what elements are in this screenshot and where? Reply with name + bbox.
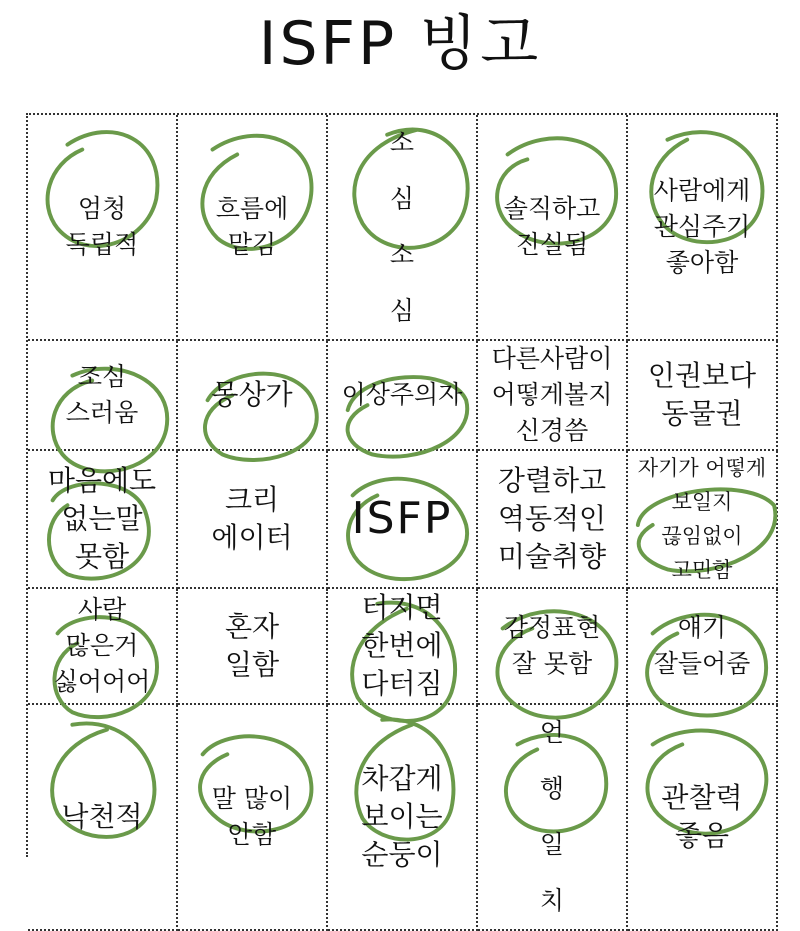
- cell-text: 혼자 일함: [224, 610, 280, 681]
- cell-text: 사람에게 관심주기 좋아함: [653, 176, 751, 277]
- cell-text: 얘기 잘들어줌: [653, 613, 751, 678]
- bingo-cell-13[interactable]: [328, 451, 478, 589]
- bingo-grid: [26, 113, 778, 915]
- bingo-cell-14[interactable]: [478, 451, 628, 589]
- page-title: ISFP 빙고: [258, 9, 542, 79]
- cell-text: ISFP: [351, 493, 453, 544]
- bingo-cell-22[interactable]: [178, 705, 328, 931]
- cell-text: 소심 소심: [389, 128, 455, 325]
- cell-text: 몽상가: [211, 378, 293, 411]
- cell-text: 사람 많은거 싫어어어: [53, 595, 151, 696]
- bingo-cell-9[interactable]: [478, 341, 628, 451]
- bingo-cell-12[interactable]: [178, 451, 328, 589]
- cell-text: 이상주의자: [341, 380, 463, 409]
- cell-text: 차갑게 보이는 순둥이: [361, 762, 443, 871]
- bingo-cell-20[interactable]: [628, 589, 778, 705]
- cell-text: 조심 스러움: [65, 362, 139, 427]
- bingo-cell-25[interactable]: [628, 705, 778, 931]
- bingo-cell-17[interactable]: [178, 589, 328, 705]
- bingo-cell-21[interactable]: [28, 705, 178, 931]
- cell-text: 크리 에이터: [211, 483, 293, 554]
- bingo-cell-6[interactable]: [28, 341, 178, 451]
- cell-text: 말 많이 안함: [211, 784, 293, 849]
- bingo-cell-4[interactable]: [478, 115, 628, 341]
- cell-text: 마음에도 없는말 못함: [47, 464, 157, 573]
- cell-text: 낙천적: [61, 800, 143, 833]
- bingo-cell-18[interactable]: [328, 589, 478, 705]
- cell-text: 언행 일치: [539, 718, 605, 915]
- bingo-cell-2[interactable]: [178, 115, 328, 341]
- cell-text: 자기가 어떻게 보일지 끊임없이 고민함: [637, 456, 767, 582]
- cell-text: 흐름에 맡김: [215, 194, 289, 259]
- bingo-cell-19[interactable]: [478, 589, 628, 705]
- bingo-cell-7[interactable]: [178, 341, 328, 451]
- bingo-cell-23[interactable]: [328, 705, 478, 931]
- cell-text: 관찰력 좋음: [661, 781, 743, 852]
- bingo-cell-10[interactable]: [628, 341, 778, 451]
- cell-text: 터지면 한번에 다터짐: [361, 591, 443, 700]
- bingo-cell-1[interactable]: [28, 115, 178, 341]
- bingo-cell-8[interactable]: [328, 341, 478, 451]
- cell-text: 솔직하고 진실됨: [503, 194, 601, 259]
- bingo-cell-3[interactable]: [328, 115, 478, 341]
- cell-text: 감정표현 잘 못함: [503, 613, 601, 678]
- bingo-cell-11[interactable]: [28, 451, 178, 589]
- bingo-cell-15[interactable]: [628, 451, 778, 589]
- cell-text: 다른사람이 어떻게볼지 신경씀: [491, 344, 613, 445]
- bingo-cell-24[interactable]: [478, 705, 628, 931]
- cell-text: 강렬하고 역동적인 미술취향: [497, 464, 607, 573]
- cell-text: 인권보다 동물권: [647, 359, 757, 430]
- bingo-cell-5[interactable]: [628, 115, 778, 341]
- cell-text: 엄청 독립적: [65, 194, 139, 259]
- bingo-cell-16[interactable]: [28, 589, 178, 705]
